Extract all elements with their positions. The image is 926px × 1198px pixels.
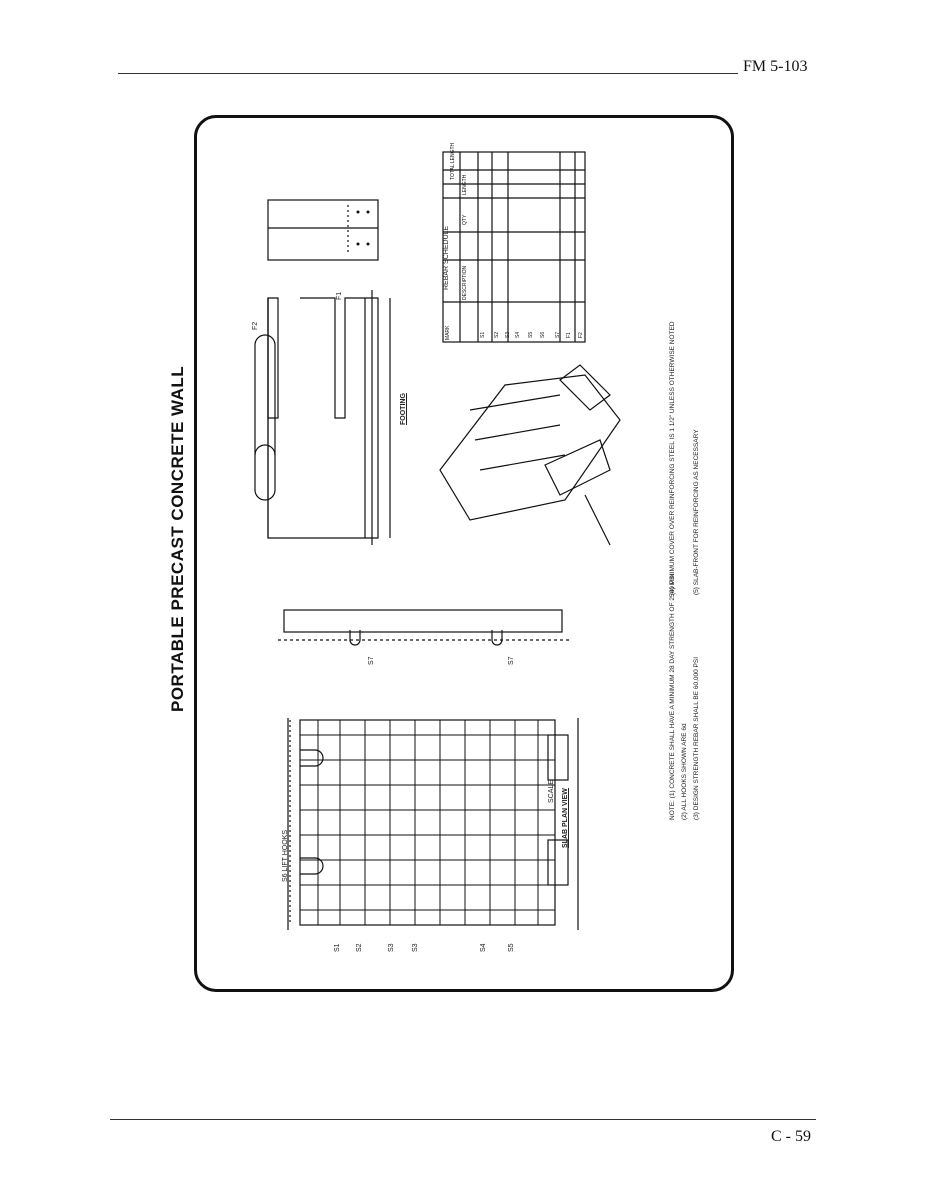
table-header: QTY <box>462 214 468 225</box>
mark-label: F1 <box>336 291 343 300</box>
table-header: MARK <box>445 325 451 340</box>
table-header: LENGTH <box>462 174 468 195</box>
note-4: (4) MINIMUM COVER OVER REINFORCING STEEL IS 1 1/2" UNLESS OTHERWISE NOTED <box>669 321 676 595</box>
table-cell: S4 <box>515 331 521 338</box>
mark-label: S5 <box>508 943 515 952</box>
scale-label: SCALE <box>548 780 555 803</box>
lift-hooks-label: S6 LIFT HOOKS <box>282 830 289 882</box>
rebar-schedule-title: REBAR SCHEDULE <box>443 225 450 290</box>
mark-label: S2 <box>356 943 363 952</box>
drawing-title: PORTABLE PRECAST CONCRETE WALL <box>168 365 187 712</box>
mark-label: S3 <box>388 943 395 952</box>
note-2: (2) ALL HOOKS SHOWN ARE 6d <box>681 723 688 820</box>
mark-label: S3 <box>412 943 419 952</box>
table-cell: S5 <box>528 331 534 338</box>
footing-label: FOOTING <box>400 393 407 425</box>
note-1: NOTE: (1) CONCRETE SHALL HAVE A MINIMUM 28 DAY STRENGTH OF 2500 PSI <box>669 573 676 820</box>
mark-label: S1 <box>334 943 341 952</box>
mark-label: F2 <box>252 321 259 330</box>
table-cell: S6 <box>540 331 546 338</box>
table-cell: S2 <box>494 331 500 338</box>
table-cell: F1 <box>566 332 572 338</box>
manual-id: FM 5-103 <box>743 58 808 75</box>
footer-rule <box>110 1119 816 1120</box>
table-cell: S1 <box>480 331 486 338</box>
note-5: (5) SLAB-FRONT FOR REINFORCING AS NECESSARY <box>693 429 700 595</box>
table-header: TOTAL LENGTH <box>450 142 456 180</box>
table-cell: S3 <box>505 331 511 338</box>
page-number: C - 59 <box>771 1128 811 1145</box>
slab-plan-label: SLAB PLAN VIEW <box>562 788 569 848</box>
table-header: DESCRIPTION <box>462 265 468 300</box>
table-cell: S7 <box>555 331 561 338</box>
table-cell: F2 <box>578 332 584 338</box>
slab-plan-outline <box>300 720 555 925</box>
mark-label: S7 <box>368 656 375 665</box>
mark-label: S4 <box>480 943 487 952</box>
mark-label: S7 <box>508 656 515 665</box>
note-3: (3) DESIGN STRENGTH REBAR SHALL BE 60,000 PSI <box>693 656 700 820</box>
